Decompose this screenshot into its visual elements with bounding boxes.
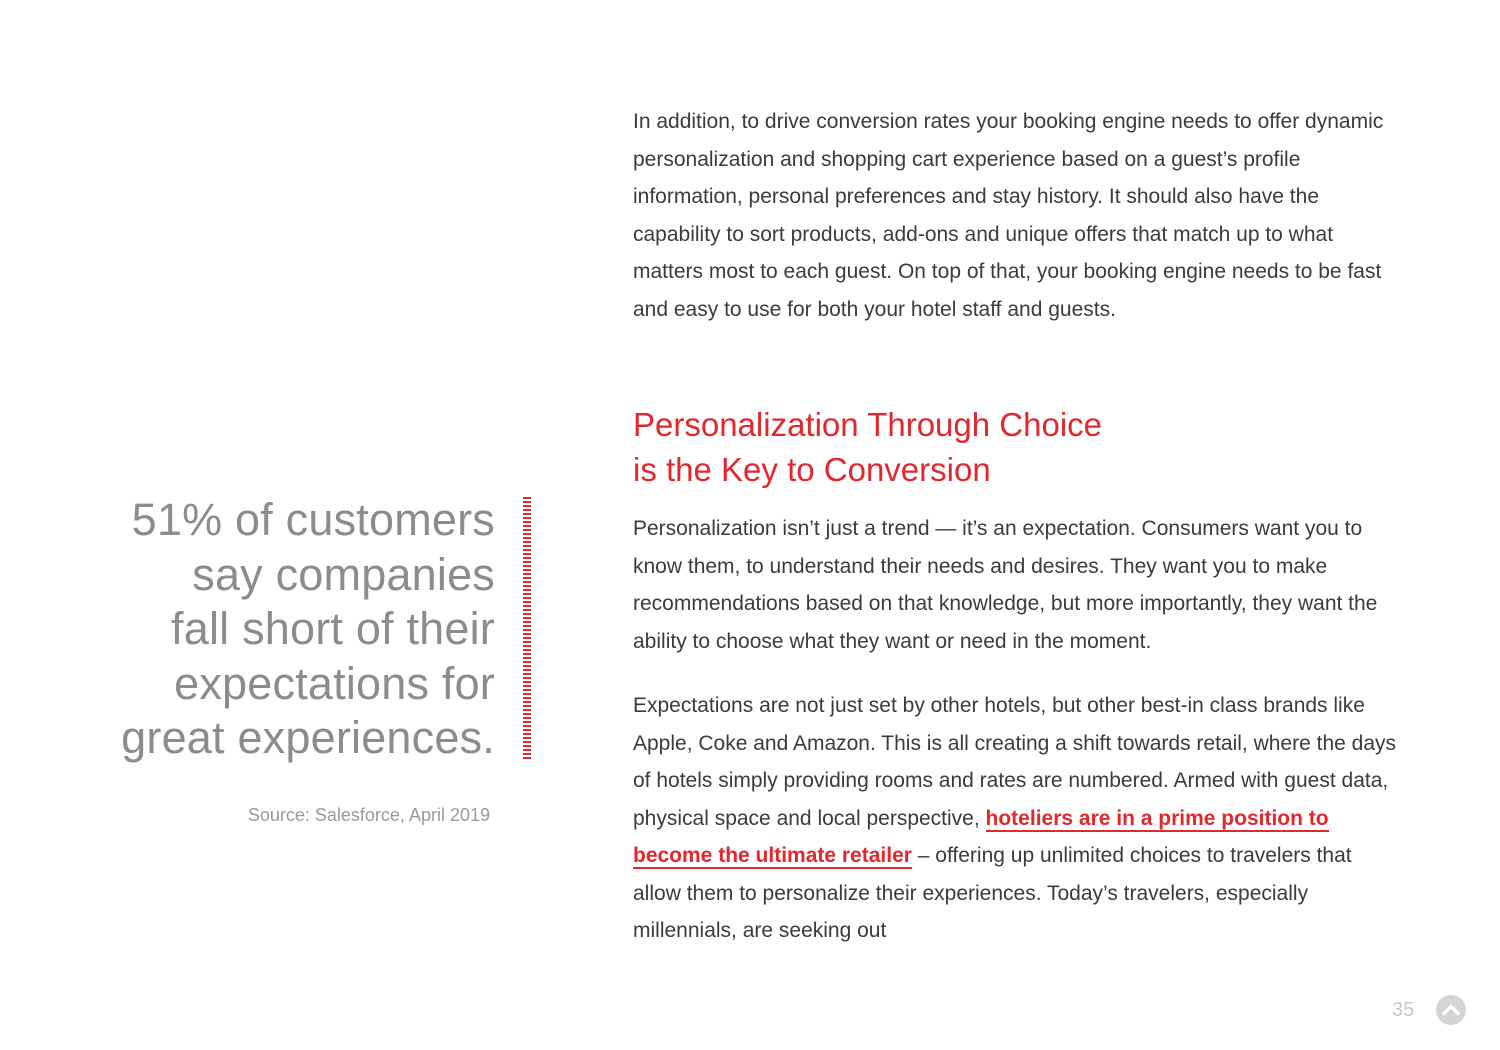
pull-quote-source: Source: Salesforce, April 2019 [247,805,490,825]
section-title-line-2: is the Key to Conversion [633,451,991,488]
pull-quote-line: expectations for [174,657,495,709]
pull-quote-divider [523,497,531,761]
section-title [633,402,1403,492]
back-to-top-button[interactable] [1436,995,1466,1025]
retailer-link[interactable]: hoteliers are in a prime position to become the ultimate retailer [633,806,1329,867]
pull-quote-line: fall short of their [171,603,495,654]
section-paragraph-2 [633,687,1403,950]
pull-quote [90,493,495,766]
main-column [633,103,1403,950]
chevron-up-icon [1436,995,1466,1025]
pull-quote-line: great experiences. [121,712,495,763]
section-title-line-1: Personalization Through Choice [633,406,1103,443]
intro-paragraph: In addition, to drive conversion rates your booking engine needs to offer dynamic personalization and shopping cart experience based on a guest’s profile information, personal preferences and stay history. It should also have the capability to sort products, add-ons and unique offers that match up to what matters most to each guest. On top of that, your booking engine needs to be fast and easy to use for both your hotel staff and guests. [633,110,1384,321]
page-number: 35 [1392,999,1415,1021]
pull-quote-line: 51% of customers [131,494,495,545]
pull-quote-line: say companies [192,548,495,600]
paragraph-2-text-after: – offering up unlimited choices to travelers that allow them to personalize their experiences. Today’s travelers, especially millennials, are seeking out [633,844,1352,942]
paragraph-2-text-before: Expectations are not just set by other hotels, but other best-in class brands like Apple, Coke and Amazon. This is all creating a shift towards retail, where the days of hotels simply providing rooms and rates are numbered. Armed with guest data, physical space and local perspective, [633,694,1397,830]
section-paragraph-1: Personalization isn’t just a trend — it’s an expectation. Consumers want you to know them, to understand their needs and desires. They want you to make recommendations based on that knowledge, but more importantly, they want the ability to choose what they want or need in the moment. [633,517,1378,653]
